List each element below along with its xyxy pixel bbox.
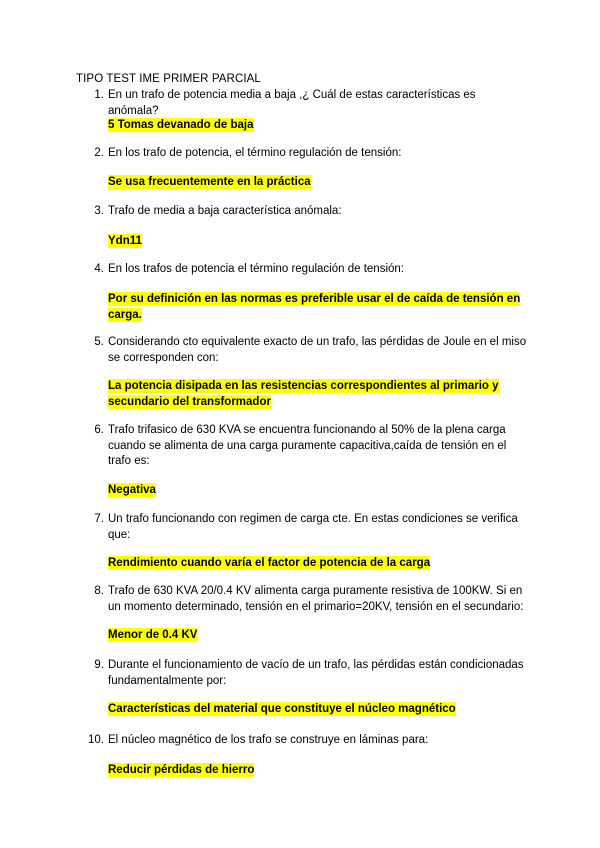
answer-highlight: 5 Tomas devanado de baja: [108, 119, 254, 131]
question-answer: [108, 234, 528, 250]
question-text: En un trafo de potencia media a baja ,¿ Cuál de estas características es anómala?: [108, 89, 476, 117]
answer-highlight: Reducir pérdidas de hierro: [108, 764, 255, 776]
question-text: Durante el funcionamiento de vacío de un trafo, las pérdidas están condicionadas fundamentalmente por:: [108, 659, 524, 687]
question-answer: [108, 118, 528, 134]
document-title: TIPO TEST IME PRIMER PARCIAL: [76, 73, 261, 85]
question-number: 5.: [94, 336, 104, 348]
answer-highlight: La potencia disipada en las resistencias correspondientes al primario y secundario del transformador: [108, 380, 499, 408]
question-number: 9.: [94, 659, 104, 671]
question-answer: [108, 628, 528, 644]
question-answer: [108, 556, 528, 572]
question-number: 1.: [94, 89, 104, 101]
answer-highlight: Menor de 0.4 KV: [108, 629, 198, 641]
question-text: El núcleo magnético de los trafo se construye en láminas para:: [108, 734, 429, 746]
question-text: En los trafo de potencia, el término regulación de tensión:: [108, 147, 402, 159]
answer-highlight: Se usa frecuentemente en la práctica: [108, 176, 311, 188]
question-answer: [108, 175, 528, 191]
question-answer: [108, 292, 528, 323]
question-text: Un trafo funcionando con regimen de carga cte. En estas condiciones se verifica que:: [108, 513, 518, 541]
question-text: Trafo de 630 KVA 20/0.4 KV alimenta carga puramente resistiva de 100KW. Si en un momento determinado, tensión en el primario=20KV, tensión en el secundario:: [108, 585, 524, 613]
question-answer: [108, 702, 528, 718]
question-number: 3.: [94, 205, 104, 217]
question-answer: [108, 763, 528, 779]
question-number: 10.: [88, 734, 104, 746]
question-number: 4.: [94, 263, 104, 275]
question-text: En los trafos de potencia el término regulación de tensión:: [108, 263, 404, 275]
question-number: 7.: [94, 513, 104, 525]
question-number: 2.: [94, 147, 104, 159]
answer-highlight: Negativa: [108, 484, 156, 496]
answer-highlight: Ydn11: [108, 235, 142, 247]
answer-highlight: Características del material que constituye el núcleo magnético: [108, 703, 456, 715]
answer-highlight: Rendimiento cuando varía el factor de potencia de la carga: [108, 557, 431, 569]
question-text: Trafo de media a baja característica anómala:: [108, 205, 342, 217]
question-answer: [108, 379, 528, 410]
question-number: 8.: [94, 585, 104, 597]
question-number: 6.: [94, 424, 104, 436]
question-text: Considerando cto equivalente exacto de un trafo, las pérdidas de Joule en el miso se corresponden con:: [108, 336, 527, 364]
question-answer: [108, 483, 528, 499]
answer-highlight: Por su definición en las normas es preferible usar el de caída de tensión en carga.: [108, 293, 521, 321]
question-text: Trafo trifasico de 630 KVA se encuentra funcionando al 50% de la plena carga cuando se alimenta de una carga puramente capacitiva,caída de tensión en el trafo es:: [108, 424, 507, 467]
